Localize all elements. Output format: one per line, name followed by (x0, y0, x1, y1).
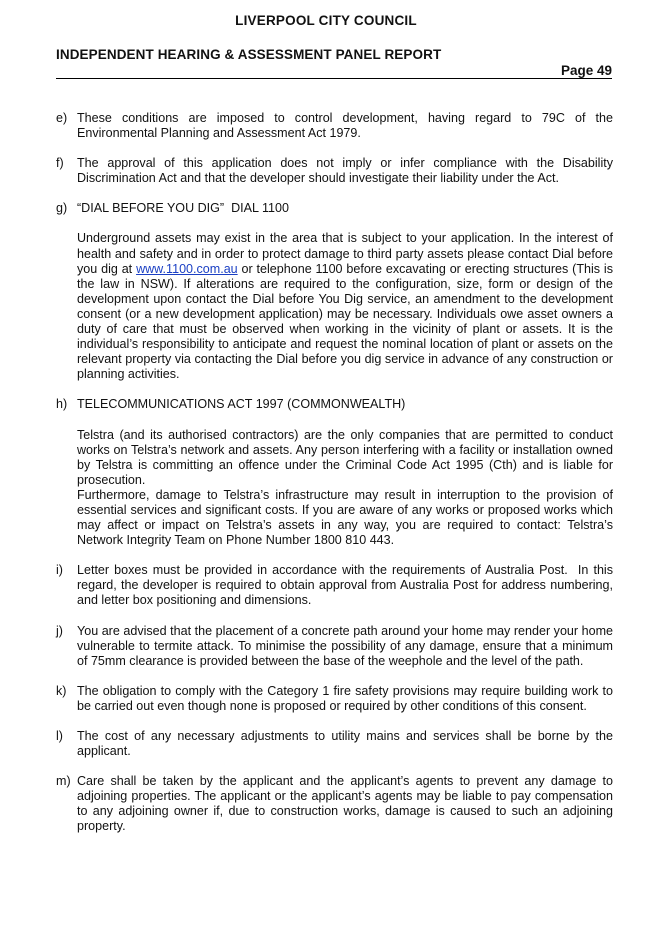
item-label: k) (56, 683, 67, 698)
item-label: j) (56, 623, 63, 638)
condition-i (56, 563, 617, 608)
item-paragraph: Furthermore, damage to Telstra’s infrastructure may result in interruption to the provision of essential services and significant costs. If you are aware of any works or proposed works which may affect or impact on Telstra’s assets in any way, you are required to contact: Telstra’s Network Integrity Team on Phone Number 1800 810 443. (77, 487, 613, 548)
item-label: e) (56, 111, 68, 125)
item-label: l) (56, 729, 63, 743)
council-name: LIVERPOOL CITY COUNCIL (235, 13, 417, 28)
item-text: These conditions are imposed to control development, having regard to 79C of the Environmental Planning and Assessment Act 1979. (77, 111, 613, 141)
item-heading: TELECOMMUNICATIONS ACT 1997 (COMMONWEALTH) (77, 397, 406, 412)
paragraph-text: Underground assets may exist in the area that is subject to your application. In the interest of health and safety and in order to protect damage to third party assets please contact Dial before you dig at (77, 231, 613, 276)
condition-g (56, 201, 613, 382)
header-divider (56, 78, 612, 79)
item-heading: “DIAL BEFORE YOU DIG” DIAL 1100 (77, 201, 289, 216)
item-paragraph: Telstra (and its authorised contractors) are the only companies that are permitted to conduct works on Telstra’s network and assets. Any person interfering with a facility or installation owned by Telstra is committing an offence under the Criminal Code Act 1995 (Cth) and is liable for prosecution. (77, 427, 613, 487)
condition-m (56, 774, 613, 834)
condition-h (56, 397, 613, 548)
item-label: f) (56, 156, 64, 171)
item-label: i) (56, 563, 63, 578)
item-paragraph (77, 231, 613, 382)
item-label: h) (56, 397, 68, 412)
item-text: Letter boxes must be provided in accordance with the requirements of Australia Post. In this regard, the developer is required to obtain approval from Australia Post for address numbering, and letter box positioning and dimensions. (77, 563, 617, 608)
condition-f (56, 156, 613, 186)
item-text: You are advised that the placement of a concrete path around your home may render your home vulnerable to termite attack. To minimise the possibility of any damage, ensure that a minimum of 75mm clearance is provided between the base of the weephole and the level of the path. (77, 623, 613, 668)
report-title: INDEPENDENT HEARING & ASSESSMENT PANEL REPORT (56, 47, 442, 62)
dial-before-you-dig-link[interactable]: www.1100.com.au (136, 261, 238, 276)
item-text: The obligation to comply with the Category 1 fire safety provisions may require building work to be carried out even though none is proposed or required by other conditions of this consent. (77, 683, 613, 713)
condition-j (56, 624, 613, 669)
paragraph-text: or telephone 1100 before excavating or erecting structures (This is the law in NSW). If alterations are required to the configuration, size, form or design of the development upon contact the Dial before You Dig service, an amendment to the development consent (or a new development application) may be necessary. Individuals owe asset owners a duty of care that must be observed when working in the vicinity of plant or assets. It is the individual’s responsibility to anticipate and request the nominal location of plant or assets on the relevant property via contacting the Dial before you dig service in advance of any construction or planning activities. (77, 261, 613, 382)
item-text: The approval of this application does not imply or infer compliance with the Disability Discrimination Act and that the developer should investigate their liability under the Act. (77, 156, 613, 186)
item-text: The cost of any necessary adjustments to utility mains and services shall be borne by the applicant. (77, 729, 613, 759)
conditions-list (56, 111, 617, 850)
page-number: Page 49 (560, 63, 612, 78)
condition-e (56, 111, 613, 141)
condition-k (56, 684, 613, 714)
item-label: g) (56, 201, 68, 216)
item-text: Care shall be taken by the applicant and the applicant’s agents to prevent any damage to adjoining properties. The applicant or the applicant’s agents may be liable to pay compensation to any adjoining owner if, due to construction works, damage is caused to such an adjoining property. (77, 774, 613, 834)
item-label: m) (56, 774, 71, 789)
condition-l (56, 729, 613, 759)
